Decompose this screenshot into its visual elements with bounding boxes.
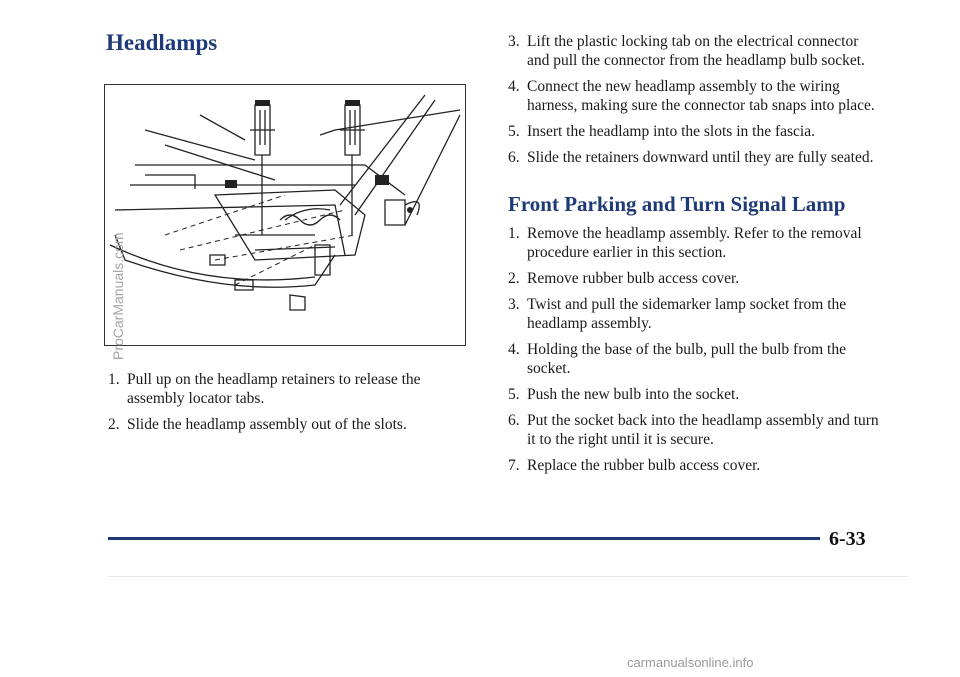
front-parking-turn-signal-heading: Front Parking and Turn Signal Lamp — [508, 192, 846, 216]
step-text: Insert the headlamp into the slots in the fascia. — [527, 123, 815, 140]
page-number: 6-33 — [829, 528, 866, 550]
step-text: Holding the base of the bulb, pull the bulb from the socket. — [527, 341, 846, 377]
step-text: Remove the headlamp assembly. Refer to the removal procedure earlier in this section. — [527, 225, 862, 261]
step-number: 3. — [508, 33, 520, 50]
footer-divider — [108, 576, 908, 577]
headlamp-illustration — [104, 84, 466, 346]
headlamp-steps-continued-list — [508, 32, 880, 174]
step-text: Remove rubber bulb access cover. — [527, 270, 740, 287]
headlamp-diagram — [105, 85, 465, 345]
headlamp-steps-list — [108, 370, 453, 441]
step-text: Slide the headlamp assembly out of the slots. — [127, 416, 407, 433]
step-number: 4. — [508, 78, 520, 95]
step-number: 2. — [508, 270, 520, 287]
step-number: 1. — [108, 371, 120, 388]
step-text: Connect the new headlamp assembly to the wiring harness, making sure the connector tab snaps into place. — [527, 78, 875, 114]
step-text: Twist and pull the sidemarker lamp socket from the headlamp assembly. — [527, 296, 847, 332]
step-text: Slide the retainers downward until they are fully seated. — [527, 149, 874, 166]
list-item — [508, 269, 880, 288]
list-item — [508, 340, 880, 378]
step-number: 6. — [508, 149, 520, 166]
list-item — [108, 415, 453, 434]
step-number: 5. — [508, 386, 520, 403]
footer-rule — [108, 537, 820, 540]
list-item — [108, 370, 453, 408]
step-number: 1. — [508, 225, 520, 242]
step-text: Replace the rubber bulb access cover. — [527, 457, 761, 474]
list-item — [508, 224, 880, 262]
list-item — [508, 148, 880, 167]
step-number: 2. — [108, 416, 120, 433]
list-item — [508, 411, 880, 449]
step-text: Push the new bulb into the socket. — [527, 386, 740, 403]
step-text: Lift the plastic locking tab on the electrical connector and pull the connector from the headlamp bulb socket. — [527, 33, 865, 69]
step-number: 3. — [508, 296, 520, 313]
step-text: Put the socket back into the headlamp assembly and turn it to the right until it is secure. — [527, 412, 879, 448]
list-item — [508, 385, 880, 404]
step-number: 5. — [508, 123, 520, 140]
bottom-watermark: carmanualsonline.info — [627, 655, 754, 670]
list-item — [508, 295, 880, 333]
step-number: 4. — [508, 341, 520, 358]
list-item — [508, 77, 880, 115]
step-number: 7. — [508, 457, 520, 474]
side-watermark: ProCarManuals.com — [110, 232, 126, 360]
list-item — [508, 32, 880, 70]
step-number: 6. — [508, 412, 520, 429]
headlamps-heading: Headlamps — [106, 30, 218, 55]
list-item — [508, 122, 880, 141]
step-text: Pull up on the headlamp retainers to release the assembly locator tabs. — [127, 371, 421, 407]
parking-lamp-steps-list — [508, 224, 880, 482]
list-item — [508, 456, 880, 475]
